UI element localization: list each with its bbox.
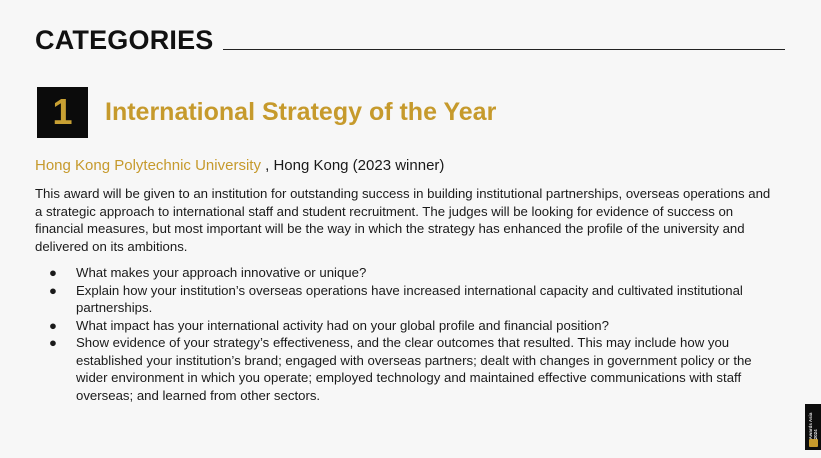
logo-text: Awards Asia 2024 <box>808 412 818 440</box>
list-item-text: Explain how your institution’s overseas operations have increased international capacity and cultivated institutional partnerships. <box>76 282 743 315</box>
list-item-text: What impact has your international activity had on your global profile and financial position? <box>76 317 609 333</box>
criteria-list <box>35 264 780 404</box>
winner-details: , Hong Kong (2023 winner) <box>260 157 445 174</box>
section-header <box>35 24 785 56</box>
award-heading <box>37 86 496 138</box>
list-item <box>35 282 780 317</box>
awards-logo <box>805 404 821 450</box>
header-divider <box>223 49 785 50</box>
bullet-icon: ● <box>49 265 57 280</box>
award-number-badge: 1 <box>37 87 88 138</box>
list-item <box>35 317 780 335</box>
section-title: CATEGORIES <box>35 25 214 55</box>
list-item-text: Show evidence of your strategy’s effectiveness, and the clear outcomes that resulted. This may include how you established your institution’s brand; engaged with overseas partners; dealt with changes in government policy or the wider environment in which you operate; employed technology and maintained effective communications with staff overseas; and learned from other sectors. <box>76 335 752 403</box>
previous-winner <box>35 156 444 176</box>
award-description: This award will be given to an institution for outstanding success in building institutional partnerships, overseas operations and a strategic approach to international staff and student recruitment. The judges will be looking for evidence of success on financial measures, but most important will be the way in which the strategy has enhanced the profile of the university and delivered on its ambitions. <box>35 186 771 254</box>
winner-institution: Hong Kong Polytechnic University <box>35 157 261 174</box>
bullet-icon: ● <box>49 317 57 333</box>
list-item-text: What makes your approach innovative or unique? <box>76 265 367 280</box>
list-item <box>35 264 780 282</box>
logo-mark-icon <box>809 439 818 447</box>
bullet-icon: ● <box>49 282 57 298</box>
award-title: International Strategy of the Year <box>105 98 497 126</box>
bullet-icon: ● <box>49 335 57 350</box>
list-item <box>35 334 780 404</box>
